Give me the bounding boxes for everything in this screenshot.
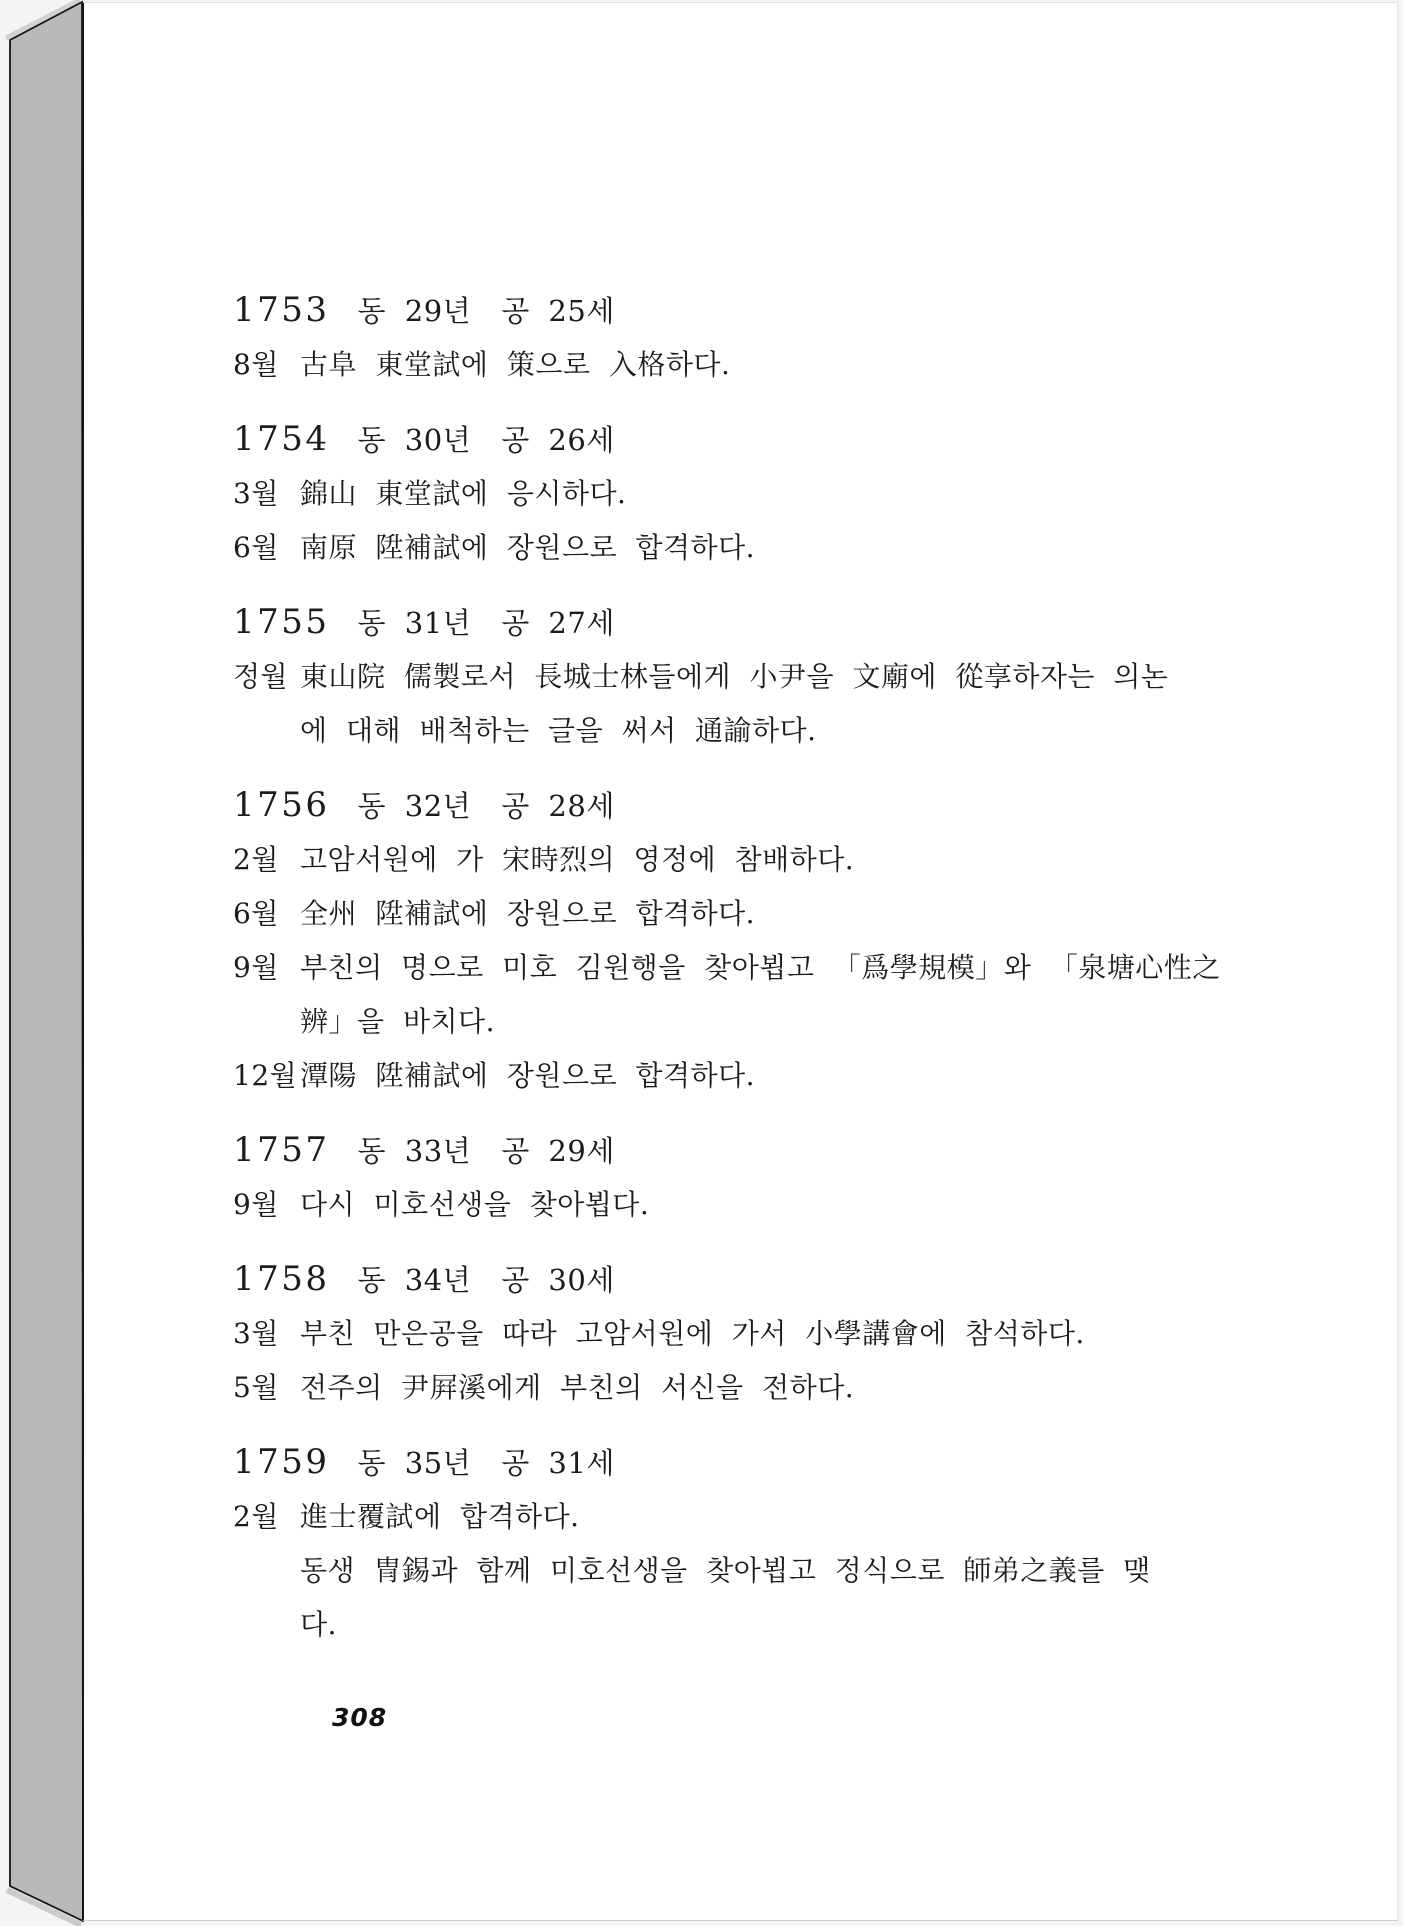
entry-row (233, 1307, 1153, 1361)
year-section (233, 412, 1153, 575)
entry-row (233, 833, 1153, 887)
month-label: 6월 (233, 897, 279, 930)
entry-row (233, 521, 1153, 575)
entry-row (233, 467, 1153, 521)
month-label: 12월 (233, 1059, 298, 1092)
year-label: 1755 (233, 602, 330, 642)
era-label: 동 35년 (357, 1446, 472, 1480)
text-line: 다. (300, 1608, 337, 1641)
text-line: 全州 陞補試에 장원으로 합격하다. (300, 897, 756, 930)
year-heading (233, 595, 1153, 650)
month-label: 6월 (233, 531, 279, 564)
entry-row (233, 1178, 1153, 1232)
entry-text (300, 521, 1153, 575)
entry-text (300, 1307, 1153, 1361)
era-label: 동 30년 (357, 423, 472, 457)
chronology-content (233, 283, 1221, 1652)
month-label: 3월 (233, 1317, 279, 1350)
text-line: 南原 陞補試에 장원으로 합격하다. (300, 531, 756, 564)
year-heading (233, 778, 1153, 833)
page-number: 308 (332, 1703, 388, 1732)
era-label: 동 34년 (357, 1263, 472, 1297)
entry-text (300, 650, 1169, 758)
entry-text (300, 1361, 1153, 1415)
text-line: 고암서원에 가 宋時烈의 영정에 참배하다. (300, 843, 855, 876)
year-section (233, 1435, 1153, 1652)
text-line: 부친 만은공을 따라 고암서원에 가서 小學講會에 참석하다. (300, 1317, 1085, 1350)
year-section (233, 1252, 1153, 1415)
month-label: 2월 (233, 843, 279, 876)
text-line: 동생 冑錫과 함께 미호선생을 찾아뵙고 정식으로 師弟之義를 맺 (300, 1554, 1151, 1587)
year-label: 1757 (233, 1130, 330, 1170)
era-label: 동 29년 (357, 294, 472, 328)
entry-text (300, 887, 1153, 941)
year-section (233, 778, 1221, 1103)
entry-row (233, 1361, 1153, 1415)
text-line: 辨」을 바치다. (300, 1005, 495, 1038)
year-heading (233, 1435, 1153, 1490)
month-label: 3월 (233, 477, 279, 510)
entry-row (233, 1490, 1153, 1652)
entry-text (300, 338, 1153, 392)
entry-text (300, 833, 1153, 887)
month-label: 9월 (233, 1188, 279, 1221)
text-line: 東山院 儒製로서 長城士林들에게 小尹을 文廟에 從享하자는 의논 (300, 660, 1169, 693)
age-label: 공 27세 (501, 606, 615, 640)
era-label: 동 32년 (357, 789, 472, 823)
spine-panel (10, 2, 83, 1921)
year-label: 1756 (233, 785, 330, 825)
year-heading (233, 412, 1153, 467)
text-line: 古阜 東堂試에 策으로 入格하다. (300, 348, 731, 381)
entry-row (233, 887, 1153, 941)
entry-text (300, 1178, 1153, 1232)
year-section (233, 595, 1169, 758)
age-label: 공 29세 (501, 1134, 615, 1168)
month-label: 2월 (233, 1500, 279, 1533)
year-label: 1753 (233, 290, 330, 330)
entry-row (233, 650, 1169, 758)
year-heading (233, 283, 1153, 338)
year-label: 1754 (233, 419, 330, 459)
month-label: 9월 (233, 951, 279, 984)
month-label: 5월 (233, 1371, 279, 1404)
age-label: 공 25세 (501, 294, 615, 328)
text-line: 부친의 명으로 미호 김원행을 찾아뵙고 「爲學規模」와 「泉塘心性之 (300, 951, 1221, 984)
entry-text (300, 941, 1221, 1049)
age-label: 공 26세 (501, 423, 615, 457)
year-label: 1759 (233, 1442, 330, 1482)
year-heading (233, 1252, 1153, 1307)
text-line: 錦山 東堂試에 응시하다. (300, 477, 627, 510)
age-label: 공 31세 (501, 1446, 615, 1480)
year-section (233, 1123, 1153, 1232)
text-line: 다시 미호선생을 찾아뵙다. (300, 1188, 650, 1221)
era-label: 동 31년 (357, 606, 472, 640)
month-label: 8월 (233, 348, 279, 381)
text-line: 潭陽 陞補試에 장원으로 합격하다. (300, 1059, 756, 1092)
entry-text (300, 1049, 1153, 1103)
entry-text (300, 467, 1153, 521)
text-line: 전주의 尹屛溪에게 부친의 서신을 전하다. (300, 1371, 855, 1404)
entry-row (233, 338, 1153, 392)
year-heading (233, 1123, 1153, 1178)
book-page (82, 2, 1398, 1921)
text-line: 進士覆試에 합격하다. (300, 1500, 580, 1533)
age-label: 공 30세 (501, 1263, 615, 1297)
year-section (233, 283, 1153, 392)
entry-text (300, 1490, 1153, 1652)
text-line: 에 대해 배척하는 글을 써서 通諭하다. (300, 714, 817, 747)
month-label: 정월 (233, 660, 289, 693)
age-label: 공 28세 (501, 789, 615, 823)
entry-row (233, 941, 1221, 1049)
year-label: 1758 (233, 1259, 330, 1299)
entry-row (233, 1049, 1153, 1103)
era-label: 동 33년 (357, 1134, 472, 1168)
